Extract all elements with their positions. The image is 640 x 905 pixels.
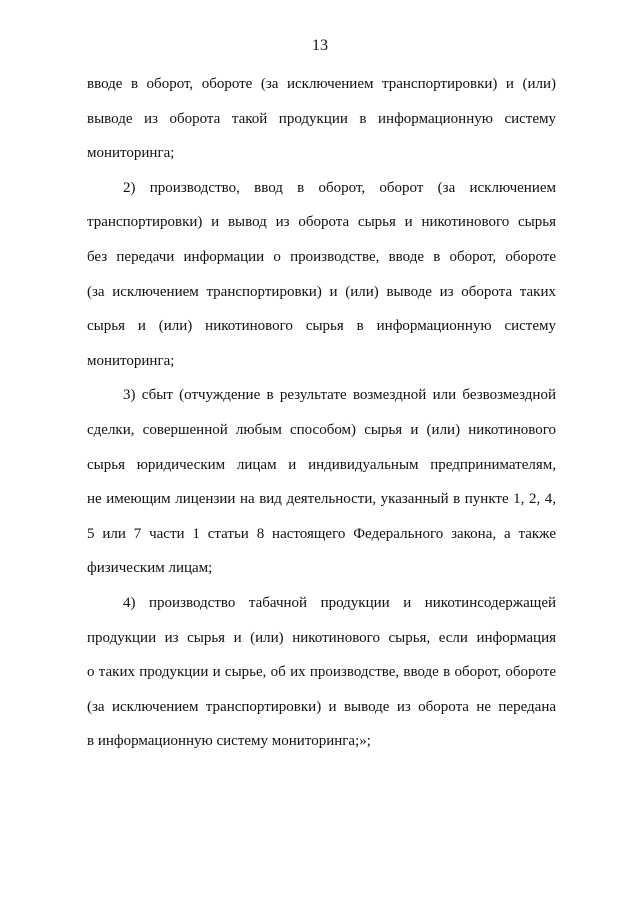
text-line: сделки, совершенной любым способом) сырья и (или) никотинового xyxy=(87,421,556,438)
text-line: продукции из сырья и (или) никотинового сырья, если информация xyxy=(87,629,556,646)
text-line: сырья юридическим лицам и индивидуальным предпринимателям, xyxy=(87,456,556,473)
text-line: выводе из оборота такой продукции в информационную систему xyxy=(87,110,556,127)
text-line: сырья и (или) никотинового сырья в информационную систему xyxy=(87,318,556,335)
text-line: 5 или 7 части 1 статьи 8 настоящего Федерального закона, а также xyxy=(87,525,556,542)
text-line: о таких продукции и сырье, об их производстве, вводе в оборот, обороте xyxy=(87,664,556,681)
text-line: мониторинга; xyxy=(87,352,175,369)
text-line: физическим лицам; xyxy=(87,560,213,577)
text-line: 4) производство табачной продукции и никотинсодержащей xyxy=(123,594,556,611)
text-line: мониторинга; xyxy=(87,145,175,162)
text-line: 2) производство, ввод в оборот, оборот (за исключением xyxy=(123,179,556,196)
document-body xyxy=(87,73,556,765)
text-line: без передачи информации о производстве, вводе в оборот, обороте xyxy=(87,248,556,265)
text-line: не имеющим лицензии на вид деятельности, указанный в пункте 1, 2, 4, xyxy=(87,491,556,508)
page-number: 13 xyxy=(312,37,328,54)
text-line: (за исключением транспортировки) и (или) выводе из оборота таких xyxy=(87,283,556,300)
text-line: 3) сбыт (отчуждение в результате возмездной или безвозмездной xyxy=(123,387,556,404)
text-line: транспортировки) и вывод из оборота сырья и никотинового сырья xyxy=(87,214,556,231)
text-line: вводе в оборот, обороте (за исключением транспортировки) и (или) xyxy=(87,76,556,92)
text-line: (за исключением транспортировки) и выводе из оборота не передана xyxy=(87,698,556,715)
text-line: в информационную систему мониторинга;»; xyxy=(87,733,371,750)
